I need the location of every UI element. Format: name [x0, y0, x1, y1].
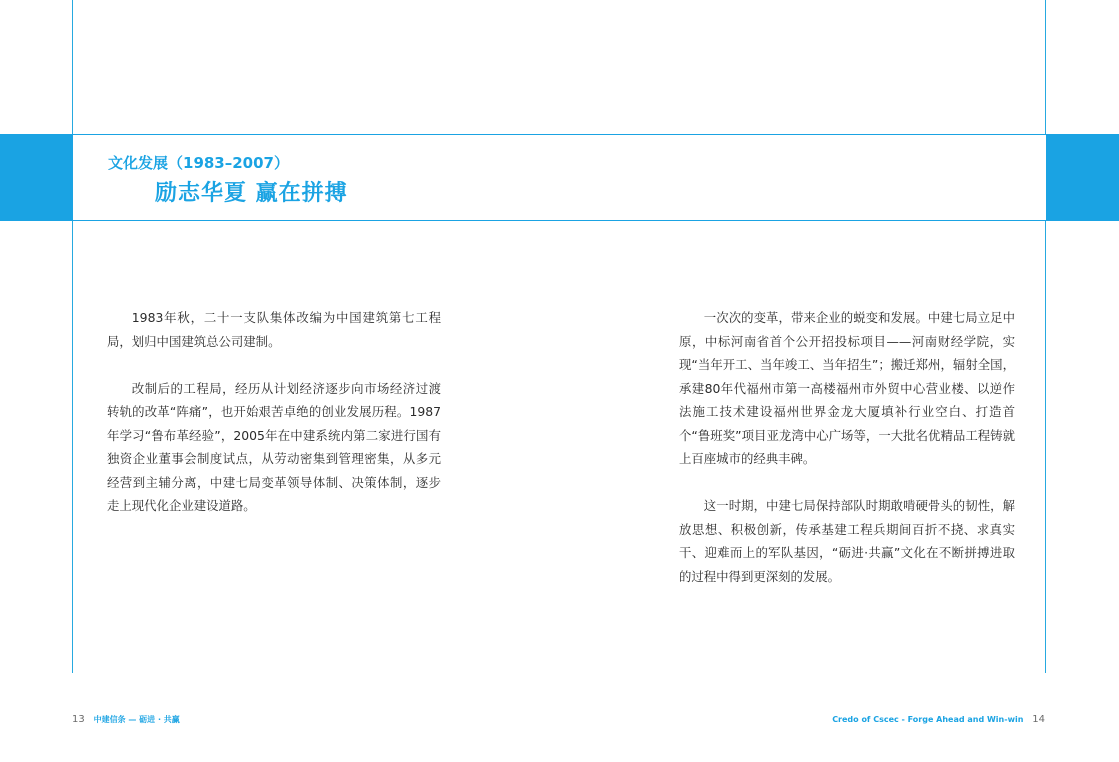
right-footer	[832, 713, 1045, 727]
section-label: 文化发展（1983–2007）	[108, 154, 289, 172]
left-footer	[72, 713, 180, 727]
right-text-column	[679, 306, 1015, 612]
section-title: 励志华夏 赢在拼搏	[155, 181, 348, 206]
left-blue-tab	[0, 134, 72, 221]
left-paragraph-2: 改制后的工程局，经历从计划经济逐步向市场经济过渡转轨的改革“阵痛”，也开始艰苦卓绝的创业发展历程。1987年学习“鲁布革经验”，2005年在中建系统内第二家进行国有独资企业董事会制度试点，从劳动密集到管理密集，从多元经营到主辅分离，中建七局变革领导体制、决策体制，逐步走上现代化企业建设道路。	[107, 380, 441, 513]
right-margin-line	[1045, 0, 1046, 673]
right-paragraph-1: 一次次的变革，带来企业的蜕变和发展。中建七局立足中原，中标河南省首个公开招投标项目——河南财经学院，实现“当年开工、当年竣工、当年招生”；搬迁郑州，辐射全国，承建80年代福州市第一高楼福州市外贸中心营业楼、以逆作法施工技术建设福州世界金龙大厦填补行业空白、打造首个“鲁班奖”项目亚龙湾中心广场等，一大批名优精品工程铸就上百座城市的经典丰碑。	[679, 310, 1015, 466]
right-paragraph-2: 这一时期，中建七局保持部队时期敢啃硬骨头的韧性，解放思想、积极创新，传承基建工程兵期间百折不挠、求真实干、迎难而上的军队基因，“砺进·共赢”文化在不断拼搏进取的过程中得到更深刻的发展。	[679, 498, 1015, 584]
left-text-column	[107, 306, 441, 541]
left-paragraph-1: 1983年秋，二十一支队集体改编为中国建筑第七工程局，划归中国建筑总公司建制。	[107, 310, 441, 349]
left-margin-line	[72, 0, 73, 673]
right-blue-tab	[1046, 134, 1119, 221]
right-page-number: 14	[1032, 714, 1045, 725]
left-footer-text: 中建信条 — 砺进 · 共赢	[93, 715, 180, 724]
right-footer-text: Credo of Cscec - Forge Ahead and Win-win	[832, 715, 1024, 724]
left-page-number: 13	[72, 714, 85, 725]
